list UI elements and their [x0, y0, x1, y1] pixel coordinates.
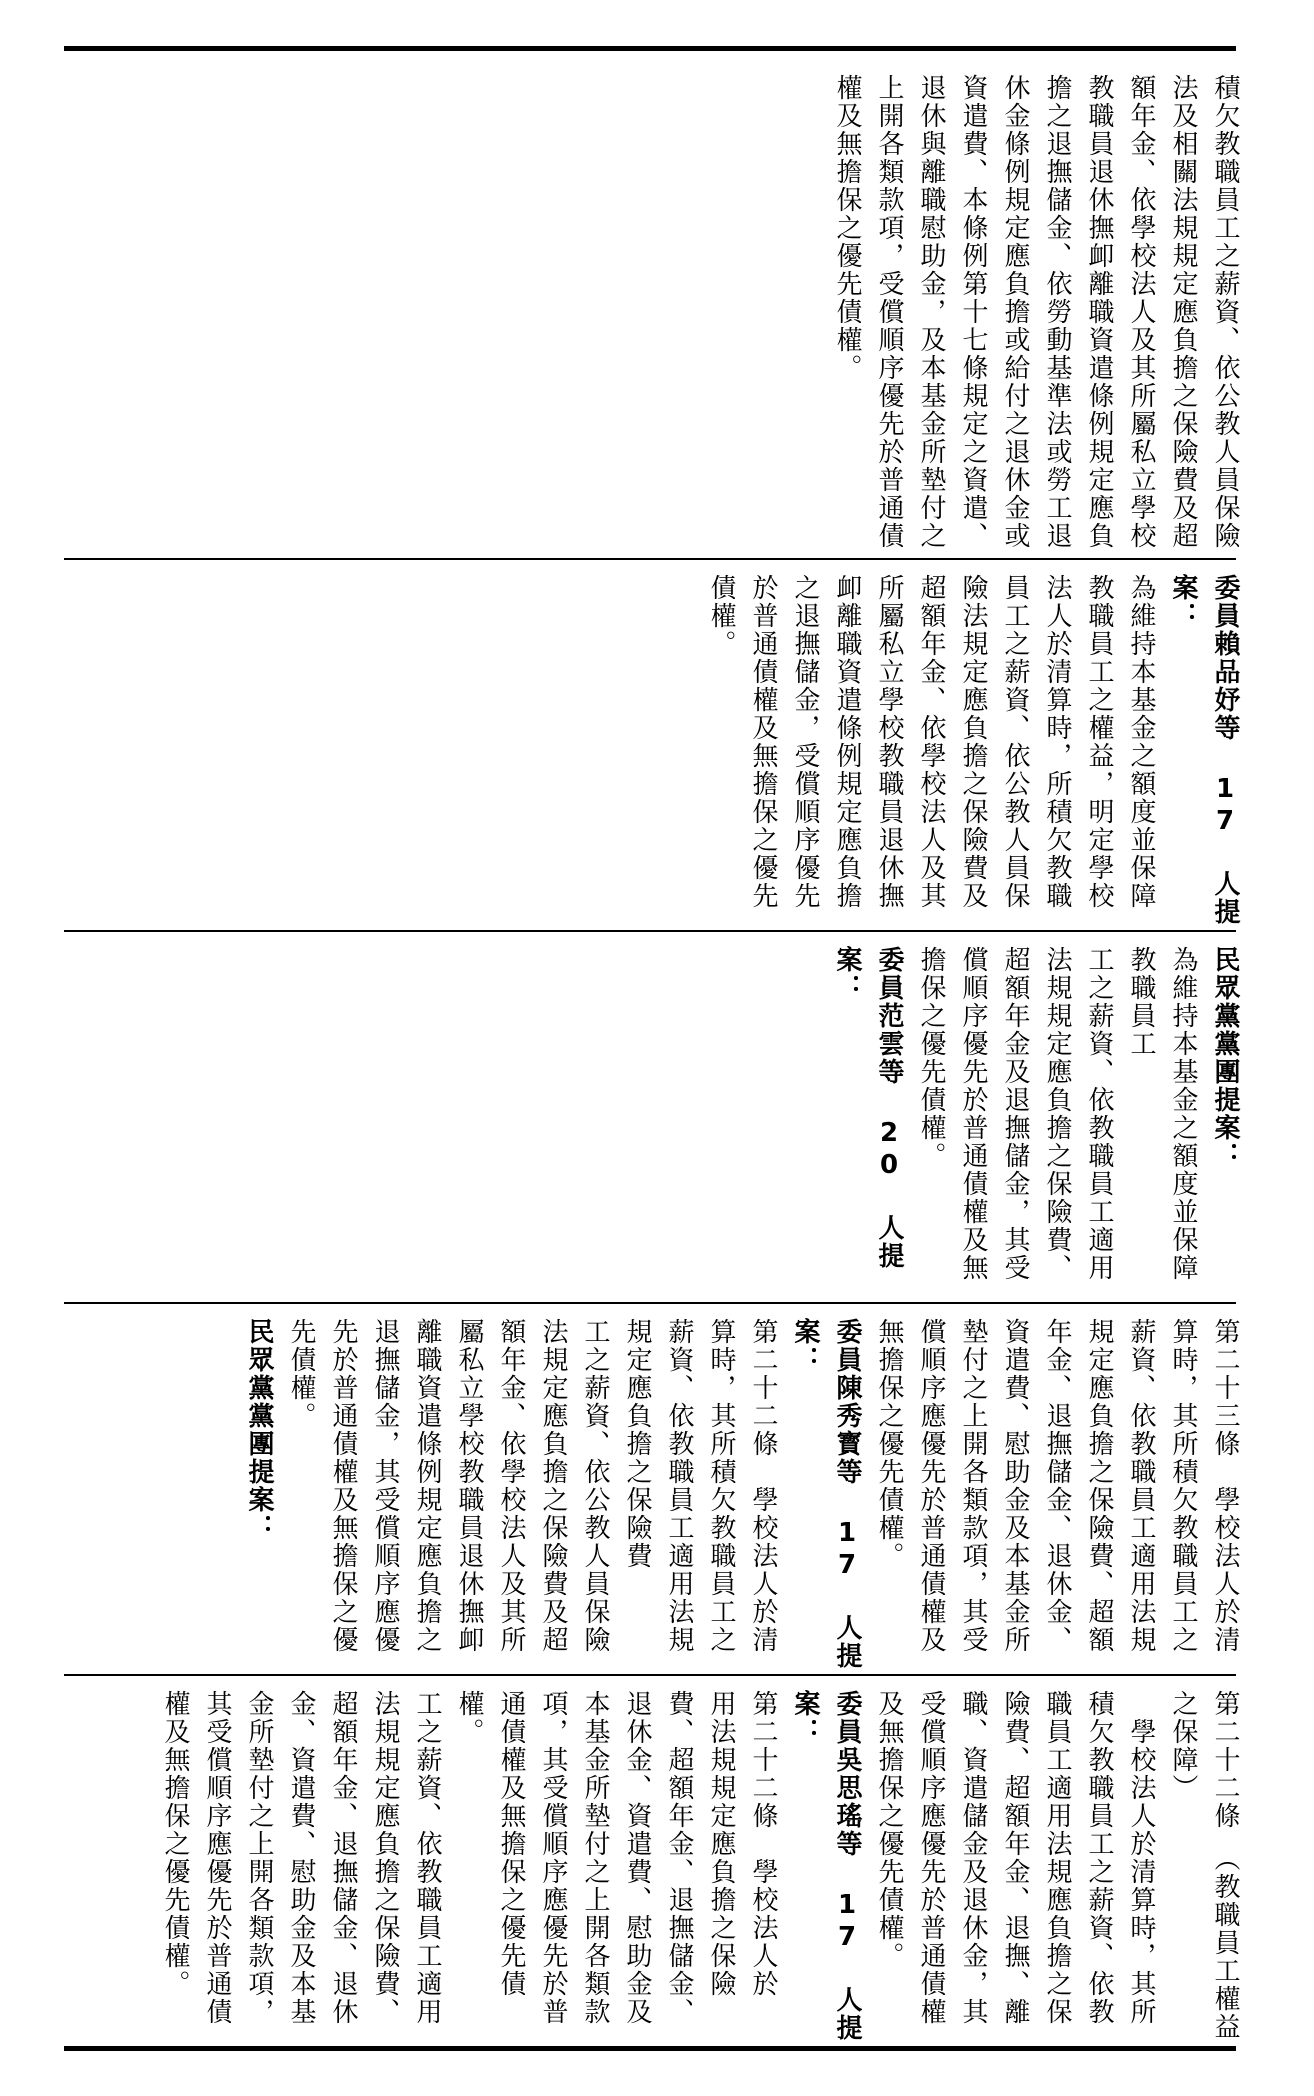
text-column [822, 932, 1250, 1300]
proposal-heading: 民眾黨黨團提案： [244, 1318, 274, 1542]
section-2-columns [78, 560, 1250, 928]
text-column [696, 560, 1250, 928]
body-text: 學校法人於清算時，其所積欠教職員工之薪資、依教職員工適用法規應負擔之保險費、超額年金、退撫、離職、資遣儲金及退休金，其受償順序應優先於普通債權及無擔保之優先債權。 [874, 1690, 1156, 2026]
body-text: 積欠教職員工之薪資、依公教人員保險法及相關法規規定應負擔之保險費及超額年金、依學校法人及其所屬私立學校教職員退休撫卹離職資遣條例規定應負擔之退撫儲金、依勞動基準法或勞工退休金條例規定應負擔或給付之退休金或資遣費、本條例第十七條規定之資遣、退休與離職慰助金，及本基金所墊付之上開各類款項，受償順序優先於普通債權及無擔保之優先債權。 [832, 74, 1240, 550]
body-text: 用法規規定應負擔之保險費、超額年金、退撫儲金、退休金、資遣費、慰助金及本基金所墊付之上開各類款項，其受償順序應優先於普通債權及無擔保之優先債權。 [454, 1690, 736, 2026]
proposal-heading: 委員賴品妤等 17 人提案： [1168, 574, 1240, 926]
text-column [150, 1676, 1250, 2044]
proposal-heading: 委員陳秀寳等 17 人提案： [790, 1318, 862, 1670]
body-text: 工之薪資、依公教人員保險法規定應負擔之保險費及超額年金、依學校法人及其所屬私立學校教職員退休撫卹離職資遣條例規定應負擔之退撫儲金，其受償順序應優先於普通債權及無擔保之優先債權。 [286, 1318, 610, 1654]
text-column [822, 60, 1250, 556]
section-4-columns [78, 1304, 1250, 1672]
section-2 [78, 560, 1250, 928]
section-5 [78, 1676, 1250, 2044]
top-rule [64, 46, 1236, 51]
body-text: 第二十二條 學校法人於 [748, 1690, 778, 1998]
section-3-columns [78, 932, 1250, 1300]
section-1 [78, 60, 1250, 556]
bottom-rule [64, 2046, 1236, 2051]
body-text: 工之薪資、依教職員工適用法規規定應負擔之保險費、超額年金及退撫儲金，其受償順序優先於普通債權及無擔保之優先債權。 [916, 946, 1114, 1282]
body-text: 第二十三條 學校法人於清算時，其所積欠教職員工之薪資、依教職員工適用法規規定應負擔之保險費、超額年金、退撫儲金、退休金、資遣費、慰助金及本基金所墊付之上開各類款項，其受償順序應優先於普通債權及無擔保之優先債權。 [874, 1318, 1240, 1654]
body-text: 為維持本基金之額度並保障教職員工之權益，明定學校法人於清算時，所積欠教職員工之薪資、依公教人員保險法規定應負擔之保險費及超額年金、依學校法人及其所屬私立學校教職員退休撫卹離職資遣條例規定應負擔之退撫儲金，受償順序優先於普通債權及無擔保之優先債權。 [706, 574, 1156, 910]
section-4 [78, 1304, 1250, 1672]
proposal-heading: 委員吳思瑤等 17 人提案： [790, 1690, 862, 2042]
section-3 [78, 932, 1250, 1300]
body-text: 第二十二條 學校法人於清算時，其所積欠教職員工之薪資、依教職員工適用法規規定應負擔之保險費 [622, 1318, 778, 1654]
text-column [234, 1304, 1250, 1672]
proposal-heading: 委員范雲等 20 人提案： [832, 946, 904, 1270]
proposal-heading: 民眾黨黨團提案： [1210, 946, 1240, 1170]
section-1-columns [78, 60, 1250, 556]
section-5-columns [78, 1676, 1250, 2044]
body-text: 第二十二條 （教職員工權益之保障） [1168, 1690, 1240, 2041]
body-text: 為維持本基金之額度並保障教職員工 [1126, 946, 1198, 1282]
body-text: 工之薪資、依教職員工適用法規規定應負擔之保險費、超額年金、退撫儲金、退休金、資遣費、慰助金及本基金所墊付之上開各類款項，其受償順序應優先於普通債權及無擔保之優先債權。 [160, 1690, 442, 2026]
